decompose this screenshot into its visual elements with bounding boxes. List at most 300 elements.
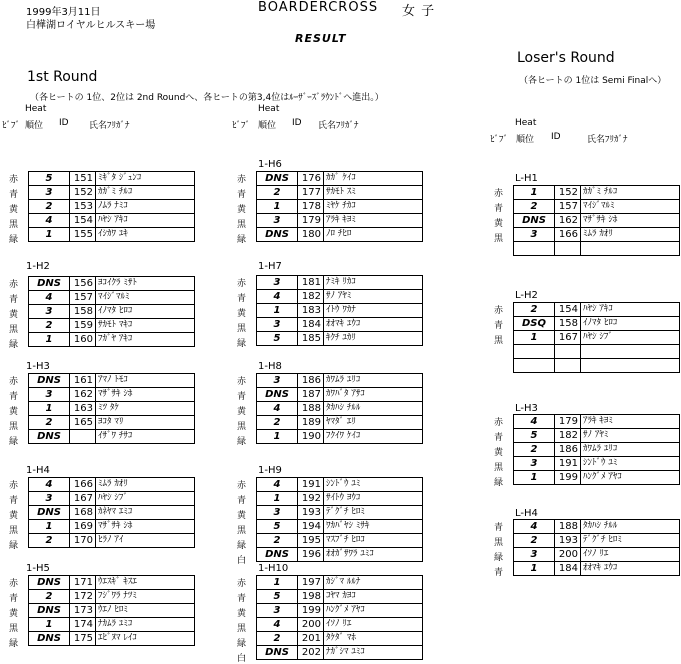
bib-color-label: 青 (9, 392, 19, 402)
bib-color-label: 黒 (494, 336, 504, 346)
table-row (29, 632, 195, 646)
rank-cell: 2 (514, 303, 555, 317)
name-cell: ｲｼｶﾜ ﾕｷ (96, 228, 195, 242)
bib-color-label: 黄 (237, 609, 247, 619)
table-row (514, 457, 680, 471)
id-cell: 154 (70, 214, 96, 228)
name-cell: ﾊﾝｸﾞﾒ ｱﾔｺ (324, 604, 423, 618)
rank-cell: DNS (257, 388, 298, 402)
bib-color-label: 青 (237, 190, 247, 200)
name-cell: ﾃﾞｸﾞﾁ ﾋﾛﾐ (324, 506, 423, 520)
rank-cell: 4 (29, 214, 70, 228)
id-header: ID (551, 132, 561, 142)
id-cell: 154 (555, 303, 581, 317)
table-row (257, 590, 423, 604)
bib-color-label: 青 (237, 496, 247, 506)
id-header: ID (59, 118, 69, 128)
bib-color-label: 黄 (494, 448, 504, 458)
id-cell: 194 (298, 520, 324, 534)
name-cell: ｶｼﾞﾏ ﾙﾙﾅ (324, 576, 423, 590)
rank-cell: DNS (29, 430, 70, 444)
table-row (514, 359, 680, 373)
table-row (514, 548, 680, 562)
rank-cell: 3 (257, 506, 298, 520)
table-row (257, 200, 423, 214)
bib-color-label: 黒 (237, 422, 247, 432)
bib-color-label: 黄 (9, 609, 19, 619)
heat-label: 1-H2 (26, 261, 50, 272)
name-cell: ｲｻﾞﾜ ﾁｻｺ (96, 430, 195, 444)
id-cell: 196 (298, 548, 324, 562)
id-cell: 152 (555, 186, 581, 200)
losers-round-title: Loser's Round (517, 50, 615, 66)
rank-cell: DNS (29, 506, 70, 520)
rank-cell: DNS (29, 576, 70, 590)
table-row (29, 333, 195, 347)
rank-cell: 1 (257, 304, 298, 318)
heat-table (513, 185, 680, 256)
table-row (257, 520, 423, 534)
bib-color-label: 黄 (237, 407, 247, 417)
name-cell: ﾊﾔｼ ｼﾌﾞ (581, 331, 680, 345)
rank-cell: 4 (514, 520, 555, 534)
name-cell: ﾔﾏﾀﾞ ｴﾘ (324, 416, 423, 430)
table-row (29, 618, 195, 632)
id-cell: 167 (70, 492, 96, 506)
table-row (514, 186, 680, 200)
bib-color-label: 青 (237, 294, 247, 304)
bib-color-label: 白 (237, 556, 247, 566)
rank-cell (514, 345, 555, 359)
id-cell (555, 359, 581, 373)
bib-color-label: 緑 (9, 541, 19, 551)
table-row (29, 172, 195, 186)
id-cell: 193 (298, 506, 324, 520)
id-cell: 178 (298, 200, 324, 214)
bib-color-label: 黒 (9, 325, 19, 335)
id-cell: 188 (555, 520, 581, 534)
table-row (257, 228, 423, 242)
table-row (29, 388, 195, 402)
id-cell: 179 (298, 214, 324, 228)
table-row (29, 186, 195, 200)
table-row (514, 214, 680, 228)
rank-cell: 2 (257, 186, 298, 200)
name-cell: ﾏｲｼﾞﾏﾙﾐ (581, 200, 680, 214)
heat-label: 1-H8 (258, 361, 282, 372)
name-cell: ﾉﾛ ﾁﾋﾛ (324, 228, 423, 242)
id-cell (555, 242, 581, 256)
table-row (514, 228, 680, 242)
table-row (514, 415, 680, 429)
rank-cell: 3 (257, 276, 298, 290)
table-row (29, 590, 195, 604)
id-cell: 198 (298, 590, 324, 604)
name-cell: ｶｶﾞ ｹｲｺ (324, 172, 423, 186)
bib-color-label: 緑 (237, 437, 247, 447)
bib-color-label: 黒 (237, 220, 247, 230)
id-cell: 190 (298, 430, 324, 444)
name-cell: ｵｵﾏｷ ﾕｳｺ (324, 318, 423, 332)
table-row (257, 388, 423, 402)
bib-color-label: 赤 (494, 418, 504, 428)
name-cell: ﾐﾑﾗ ｶｵﾘ (581, 228, 680, 242)
bib-color-label: 黒 (237, 324, 247, 334)
name-cell: ｶﾜﾑﾗ ﾕﾘｺ (581, 443, 680, 457)
id-cell: 193 (555, 534, 581, 548)
name-cell: ﾏｻﾞｻｷ ｼﾎ (581, 214, 680, 228)
rank-cell: 2 (29, 319, 70, 333)
bib-color-label: 赤 (237, 377, 247, 387)
name-cell: ﾐｷﾞﾀ ｼﾞｭﾝｺ (96, 172, 195, 186)
heat-table (28, 477, 195, 548)
id-cell: 157 (555, 200, 581, 214)
bib-color-label: 青 (494, 433, 504, 443)
id-cell: 192 (298, 492, 324, 506)
name-cell: ﾅｶﾞｼﾏ ﾕﾐｺ (324, 646, 423, 660)
rank-cell: DNS (29, 632, 70, 646)
table-row (514, 443, 680, 457)
name-cell: ﾜｶﾊﾞﾔｼ ﾐｻｷ (324, 520, 423, 534)
name-cell: ｳｴﾉ ﾋﾛﾐ (96, 604, 195, 618)
id-cell: 161 (70, 374, 96, 388)
rank-cell: 3 (29, 492, 70, 506)
bib-color-label: 青 (9, 190, 19, 200)
heat-table (256, 575, 423, 660)
bib-color-label: 黄 (9, 407, 19, 417)
bib-color-label: 赤 (9, 481, 19, 491)
rank-cell: 4 (257, 618, 298, 632)
bib-color-label: 黒 (494, 234, 504, 244)
table-row (257, 604, 423, 618)
bib-color-label: 黒 (494, 463, 504, 473)
heat-table (256, 171, 423, 242)
rank-cell: DNS (29, 604, 70, 618)
rank-cell: 2 (29, 590, 70, 604)
id-cell: 157 (70, 291, 96, 305)
table-row (257, 618, 423, 632)
name-cell (581, 345, 680, 359)
bib-color-label: 緑 (494, 553, 504, 563)
first-round-note: （各ヒートの 1位、2位は 2nd Roundへ、各ヒートの第3,4位はﾙｰｻﾞｰｽﾞﾗｳﾝﾄﾞへ進出。） (30, 93, 384, 103)
id-cell: 195 (298, 534, 324, 548)
table-row (29, 416, 195, 430)
name-cell: ﾉﾑﾗ ﾅﾐｺ (96, 200, 195, 214)
bib-color-label: 緑 (9, 340, 19, 350)
name-cell: ｴﾋﾞﾇﾏ ﾚｲｺ (96, 632, 195, 646)
name-cell: ﾌｼﾞﾜﾗ ﾅﾂﾐ (96, 590, 195, 604)
rank-cell: 3 (29, 388, 70, 402)
bib-color-label: 緑 (9, 437, 19, 447)
id-cell: 176 (298, 172, 324, 186)
heat-header: Heat (25, 104, 47, 114)
bib-color-label: 青 (494, 321, 504, 331)
rank-cell: 1 (514, 186, 555, 200)
name-cell: ﾅｶﾑﾗ ﾕﾐｺ (96, 618, 195, 632)
table-row (257, 646, 423, 660)
name-cell: ｶﾜﾊﾞﾀ ｱｻｺ (324, 388, 423, 402)
rank-cell: 2 (257, 632, 298, 646)
table-row (29, 492, 195, 506)
rank-cell (514, 242, 555, 256)
losers-round-note: （各ヒートの 1位は Semi Finalへ） (519, 76, 667, 86)
rank-cell: 3 (257, 604, 298, 618)
rank-cell: 3 (29, 186, 70, 200)
bib-header: ﾋﾞﾌﾞ (490, 135, 509, 145)
rank-cell: DNS (257, 646, 298, 660)
bib-color-label: 赤 (494, 189, 504, 199)
bib-color-label: 赤 (494, 306, 504, 316)
table-row (29, 319, 195, 333)
bib-color-label: 赤 (237, 579, 247, 589)
bib-color-label: 青 (9, 496, 19, 506)
rank-cell: 2 (514, 534, 555, 548)
rank-cell: DNS (257, 548, 298, 562)
id-cell: 200 (298, 618, 324, 632)
bib-color-label: 黄 (237, 511, 247, 521)
rank-cell: 3 (257, 214, 298, 228)
rank-cell: 1 (29, 333, 70, 347)
name-cell: ﾀｹﾀﾞ ﾏﾎ (324, 632, 423, 646)
id-cell: 171 (70, 576, 96, 590)
heat-table (256, 373, 423, 444)
id-cell: 188 (298, 402, 324, 416)
id-cell: 182 (555, 429, 581, 443)
rank-cell: 5 (257, 590, 298, 604)
table-row (514, 242, 680, 256)
name-cell: ﾖｺﾀ ﾏﾘ (96, 416, 195, 430)
table-row (257, 492, 423, 506)
rank-cell: 3 (29, 305, 70, 319)
table-row (257, 172, 423, 186)
heat-label: 1-H3 (26, 361, 50, 372)
bib-color-label: 緑 (237, 339, 247, 349)
rank-cell: 2 (257, 416, 298, 430)
table-row (514, 534, 680, 548)
table-row (29, 200, 195, 214)
bib-color-label: 黄 (9, 310, 19, 320)
heat-table (256, 477, 423, 562)
name-cell: ﾖｺｲｸﾗ ﾐｻﾄ (96, 277, 195, 291)
bib-color-label: 黄 (237, 205, 247, 215)
bib-color-label: 赤 (9, 280, 19, 290)
event-category: 女 子 (402, 4, 436, 19)
rank-cell: 5 (257, 332, 298, 346)
name-cell: ﾐﾑﾗ ｶｵﾘ (96, 478, 195, 492)
name-cell: ｶﾜﾑﾗ ﾕﾘｺ (324, 374, 423, 388)
rank-cell: 3 (514, 548, 555, 562)
bib-color-label: 青 (494, 568, 504, 578)
name-cell: ｲﾄｳ ﾜｶﾅ (324, 304, 423, 318)
table-row (29, 430, 195, 444)
name-cell: ｵｵﾏｷ ﾕｳｺ (581, 562, 680, 576)
id-cell: 166 (70, 478, 96, 492)
rank-cell: 4 (29, 478, 70, 492)
name-cell: ﾐﾔｹ ﾁｶｺ (324, 200, 423, 214)
id-cell: 186 (555, 443, 581, 457)
heat-table (28, 575, 195, 646)
id-cell: 199 (298, 604, 324, 618)
id-cell: 174 (70, 618, 96, 632)
table-row (257, 632, 423, 646)
id-cell (70, 430, 96, 444)
id-cell: 183 (298, 304, 324, 318)
id-cell: 182 (298, 290, 324, 304)
table-row (29, 291, 195, 305)
heat-table (28, 276, 195, 347)
bib-color-label: 緑 (9, 235, 19, 245)
rank-cell: 5 (29, 172, 70, 186)
rank-cell (514, 359, 555, 373)
rank-header: 順位 (25, 121, 44, 131)
rank-cell: 1 (257, 492, 298, 506)
name-cell: ｳｴｽｷﾞ ｷｽｴ (96, 576, 195, 590)
rank-cell: 1 (29, 520, 70, 534)
name-cell: ﾊﾝｸﾞﾒ ｱﾔｺ (581, 471, 680, 485)
rank-cell: DNS (257, 172, 298, 186)
bib-color-label: 赤 (237, 481, 247, 491)
id-cell: 151 (70, 172, 96, 186)
name-cell: ｲﾉﾏﾀ ﾋﾛｺ (96, 305, 195, 319)
id-cell: 172 (70, 590, 96, 604)
id-cell: 184 (555, 562, 581, 576)
bib-color-label: 緑 (9, 639, 19, 649)
table-row (29, 402, 195, 416)
event-venue: 白樺湖ロイヤルヒルスキー場 (26, 20, 156, 31)
table-row (257, 430, 423, 444)
bib-color-label: 白 (237, 654, 247, 664)
name-cell: ﾏｻﾞｻｷ ｼﾎ (96, 520, 195, 534)
bib-color-label: 黒 (237, 526, 247, 536)
bib-header: ﾋﾞﾌﾞ (2, 121, 21, 131)
table-row (257, 276, 423, 290)
rank-cell: 3 (257, 374, 298, 388)
table-row (514, 303, 680, 317)
id-cell: 162 (555, 214, 581, 228)
bib-color-label: 黄 (9, 205, 19, 215)
name-cell: ﾏｽﾌﾞﾁ ﾋﾛｺ (324, 534, 423, 548)
name-cell: ｻﾉ ｱﾔﾐ (581, 429, 680, 443)
id-cell: 175 (70, 632, 96, 646)
heat-table (28, 373, 195, 444)
heat-table (28, 171, 195, 242)
table-row (257, 290, 423, 304)
rank-cell: 5 (257, 520, 298, 534)
heat-label: 1-H10 (258, 563, 289, 574)
id-cell: 200 (555, 548, 581, 562)
id-cell: 173 (70, 604, 96, 618)
id-cell: 155 (70, 228, 96, 242)
heat-label: 1-H5 (26, 563, 50, 574)
id-cell: 165 (70, 416, 96, 430)
rank-cell: DNS (514, 214, 555, 228)
table-row (257, 332, 423, 346)
bib-color-label: 黄 (494, 219, 504, 229)
bib-color-label: 青 (237, 392, 247, 402)
bib-header: ﾋﾞﾌﾞ (232, 121, 251, 131)
table-row (514, 429, 680, 443)
bib-color-label: 青 (494, 523, 504, 533)
bib-color-label: 赤 (237, 279, 247, 289)
heat-label: 1-H9 (258, 465, 282, 476)
id-cell: 201 (298, 632, 324, 646)
id-cell: 169 (70, 520, 96, 534)
result-label: RESULT (295, 32, 347, 45)
name-cell: ｶｶﾞﾐ ﾁﾙｺ (96, 186, 195, 200)
name-cell: ｵｵｶﾞｻﾜﾗ ﾕﾐｺ (324, 548, 423, 562)
bib-color-label: 黒 (9, 422, 19, 432)
rank-cell: 2 (29, 200, 70, 214)
id-header: ID (292, 118, 302, 128)
id-cell: 152 (70, 186, 96, 200)
name-cell: ｲﾉﾏﾀ ﾋﾛｺ (581, 317, 680, 331)
table-row (257, 214, 423, 228)
name-cell: ｱﾏﾉ ﾄﾓｺ (96, 374, 195, 388)
rank-cell: 1 (29, 402, 70, 416)
rank-cell: 2 (29, 416, 70, 430)
heat-label: L-H1 (515, 173, 538, 184)
id-cell: 156 (70, 277, 96, 291)
name-cell: ｼﾝﾄﾞｳ ﾕﾐ (324, 478, 423, 492)
id-cell: 158 (555, 317, 581, 331)
table-row (29, 228, 195, 242)
name-cell: ﾏｻﾞｻｷ ｼﾎ (96, 388, 195, 402)
table-row (514, 200, 680, 214)
heat-table (256, 275, 423, 346)
id-cell: 162 (70, 388, 96, 402)
name-header: 氏名ﾌﾘｶﾞﾅ (318, 121, 359, 131)
bib-color-label: 黄 (237, 309, 247, 319)
id-cell: 160 (70, 333, 96, 347)
id-cell: 177 (298, 186, 324, 200)
table-row (514, 345, 680, 359)
name-header: 氏名ﾌﾘｶﾞﾅ (89, 121, 130, 131)
table-row (514, 331, 680, 345)
name-cell: ｶﾈﾔﾏ ｴﾐｺ (96, 506, 195, 520)
id-cell: 199 (555, 471, 581, 485)
bib-color-label: 緑 (237, 235, 247, 245)
name-cell: ﾊﾔｼ ｱｷｺ (96, 214, 195, 228)
id-cell: 170 (70, 534, 96, 548)
table-row (514, 471, 680, 485)
rank-header: 順位 (516, 135, 535, 145)
rank-cell: 1 (257, 430, 298, 444)
name-cell: ｻｶﾓﾄ ﾏｷｺ (96, 319, 195, 333)
id-cell: 185 (298, 332, 324, 346)
rank-cell: 5 (514, 429, 555, 443)
rank-cell: 4 (257, 290, 298, 304)
table-row (257, 576, 423, 590)
heat-label: 1-H6 (258, 159, 282, 170)
id-cell: 181 (298, 276, 324, 290)
rank-cell: 1 (514, 331, 555, 345)
rank-cell: 2 (29, 534, 70, 548)
table-row (257, 548, 423, 562)
bib-color-label: 青 (494, 204, 504, 214)
rank-cell: 1 (29, 618, 70, 632)
id-cell: 191 (555, 457, 581, 471)
name-cell: ﾅﾐｷ ﾘｶｺ (324, 276, 423, 290)
rank-cell: 4 (29, 291, 70, 305)
id-cell: 180 (298, 228, 324, 242)
name-cell: ﾐﾂ ﾀｹ (96, 402, 195, 416)
name-cell: ﾌｶﾞﾔ ｱｷｺ (96, 333, 195, 347)
id-cell: 159 (70, 319, 96, 333)
name-cell (581, 242, 680, 256)
bib-color-label: 青 (9, 295, 19, 305)
rank-cell: DNS (257, 228, 298, 242)
heat-table (513, 519, 680, 576)
